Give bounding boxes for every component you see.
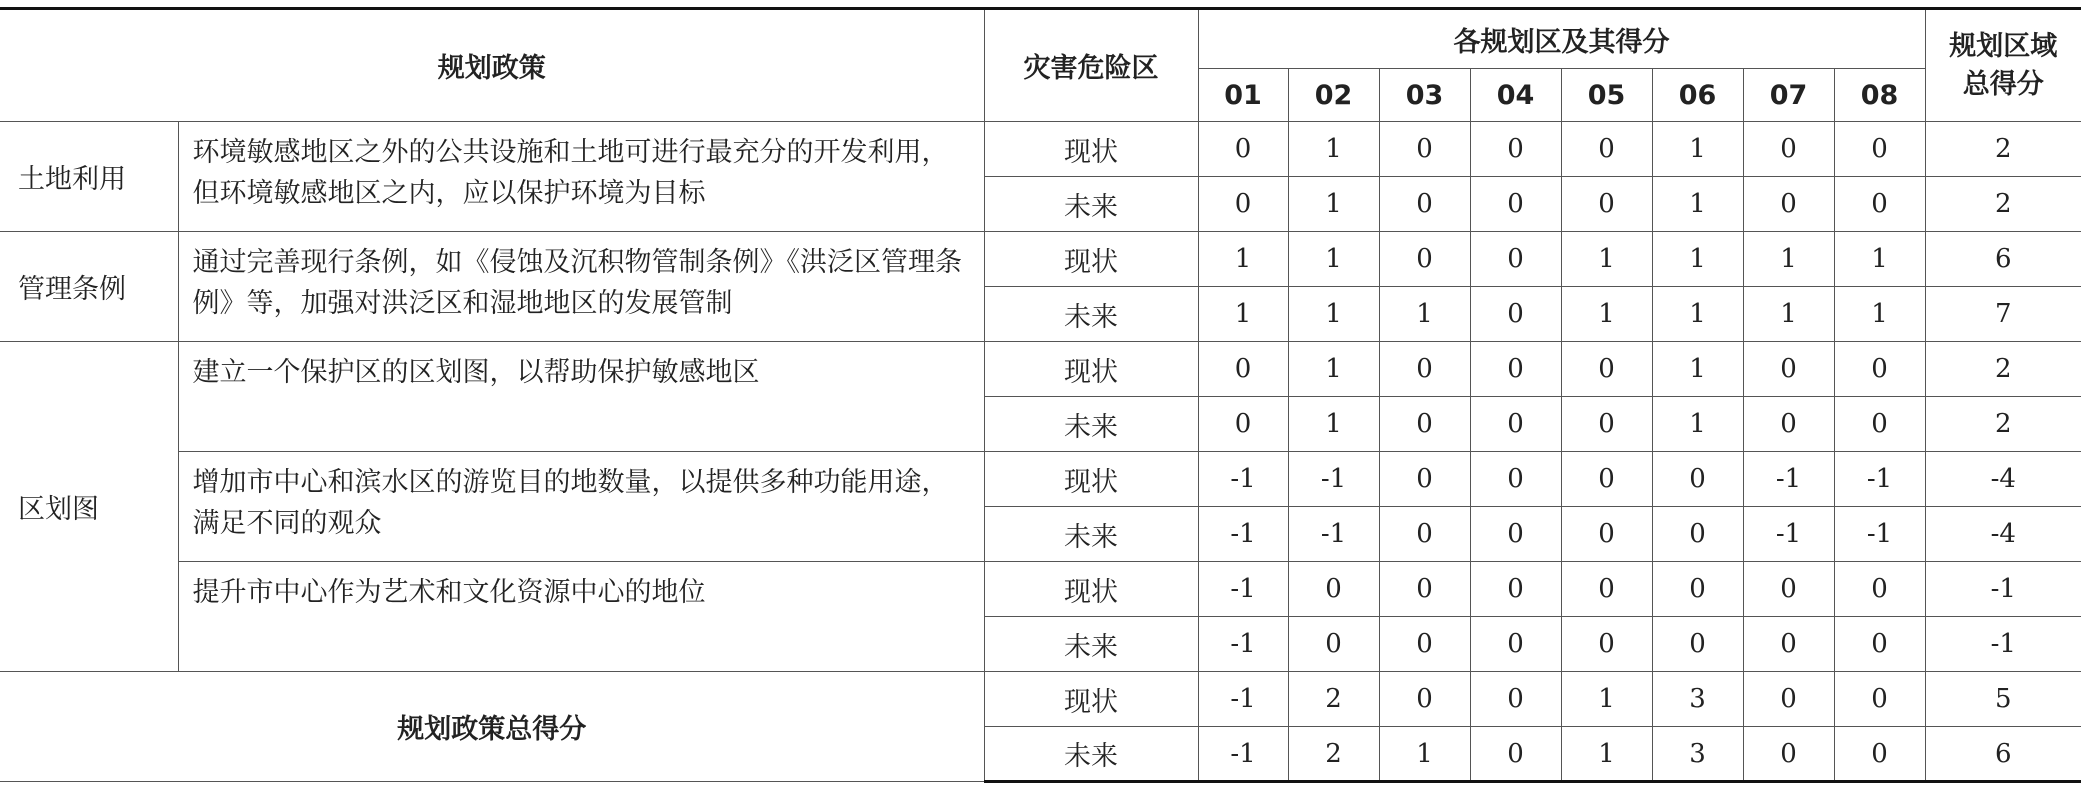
score-cell: 0	[1834, 727, 1925, 782]
score-cell: -1	[1198, 727, 1288, 782]
total-score-cell: 7	[1925, 287, 2081, 342]
score-cell: 1	[1652, 397, 1743, 452]
score-cell: 0	[1379, 507, 1470, 562]
policy-text-cell: 建立一个保护区的区划图，以帮助保护敏感地区	[178, 342, 984, 452]
total-score-cell: -1	[1925, 617, 2081, 672]
score-cell: 0	[1834, 672, 1925, 727]
category-cell: 区划图	[0, 342, 178, 672]
score-cell: 0	[1470, 122, 1561, 177]
score-cell: 0	[1470, 177, 1561, 232]
score-cell: 0	[1743, 562, 1834, 617]
score-cell: 1	[1288, 232, 1379, 287]
score-cell: 1	[1379, 727, 1470, 782]
header-zones-group: 各规划区及其得分	[1198, 9, 1925, 69]
hazard-zone-cell: 现状	[984, 562, 1198, 617]
score-cell: 0	[1743, 122, 1834, 177]
hazard-zone-cell: 现状	[984, 122, 1198, 177]
table-header	[0, 9, 2081, 122]
score-cell: 0	[1652, 617, 1743, 672]
score-cell: 0	[1470, 232, 1561, 287]
score-cell: 0	[1379, 452, 1470, 507]
hazard-zone-cell: 未来	[984, 287, 1198, 342]
score-cell: 0	[1198, 122, 1288, 177]
header-zone-code: 05	[1561, 69, 1652, 122]
score-cell: 0	[1834, 562, 1925, 617]
score-cell: 0	[1743, 342, 1834, 397]
score-cell: 0	[1379, 672, 1470, 727]
total-score-cell: 6	[1925, 727, 2081, 782]
score-cell: 1	[1288, 177, 1379, 232]
header-zone-code: 01	[1198, 69, 1288, 122]
score-cell: 1	[1652, 177, 1743, 232]
total-score-cell: 2	[1925, 397, 2081, 452]
header-total	[1925, 9, 2081, 122]
header-policy: 规划政策	[0, 9, 984, 122]
score-cell: 0	[1198, 342, 1288, 397]
score-cell: 0	[1288, 617, 1379, 672]
score-cell: -1	[1198, 507, 1288, 562]
score-cell: 1	[1198, 232, 1288, 287]
score-cell: 0	[1379, 232, 1470, 287]
policy-text-cell: 通过完善现行条例，如《侵蚀及沉积物管制条例》《洪泛区管理条例》等，加强对洪泛区和湿地地区的发展管制	[178, 232, 984, 342]
score-cell: 0	[1379, 397, 1470, 452]
header-zone-code: 02	[1288, 69, 1379, 122]
score-cell: -1	[1834, 507, 1925, 562]
hazard-zone-cell: 未来	[984, 177, 1198, 232]
header-zone-code: 08	[1834, 69, 1925, 122]
score-cell: 1	[1288, 122, 1379, 177]
table-row	[0, 232, 2081, 287]
summary-row	[0, 672, 2081, 727]
hazard-zone-cell: 未来	[984, 507, 1198, 562]
score-cell: 0	[1834, 177, 1925, 232]
hazard-zone-cell: 现状	[984, 672, 1198, 727]
score-cell: 1	[1652, 232, 1743, 287]
score-cell: 0	[1470, 452, 1561, 507]
score-cell: 0	[1561, 507, 1652, 562]
score-cell: 1	[1561, 727, 1652, 782]
score-cell: 1	[1652, 122, 1743, 177]
score-cell: 0	[1652, 507, 1743, 562]
score-cell: -1	[1743, 452, 1834, 507]
score-cell: 1	[1743, 232, 1834, 287]
hazard-zone-cell: 现状	[984, 452, 1198, 507]
score-cell: 1	[1834, 232, 1925, 287]
score-cell: -1	[1198, 617, 1288, 672]
total-score-cell: -4	[1925, 507, 2081, 562]
score-cell: 0	[1470, 617, 1561, 672]
score-cell: 0	[1470, 287, 1561, 342]
score-cell: 0	[1561, 177, 1652, 232]
policy-score-table	[0, 7, 2081, 783]
score-cell: 1	[1652, 287, 1743, 342]
header-row	[0, 9, 2081, 69]
score-cell: 0	[1198, 397, 1288, 452]
score-cell: -1	[1288, 507, 1379, 562]
total-score-cell: -1	[1925, 562, 2081, 617]
category-cell: 管理条例	[0, 232, 178, 342]
score-cell: 1	[1834, 287, 1925, 342]
score-cell: 1	[1288, 397, 1379, 452]
score-cell: 0	[1743, 672, 1834, 727]
score-cell: -1	[1198, 452, 1288, 507]
score-cell: 0	[1379, 342, 1470, 397]
hazard-zone-cell: 未来	[984, 397, 1198, 452]
score-cell: 3	[1652, 727, 1743, 782]
score-cell: 0	[1561, 397, 1652, 452]
score-cell: 0	[1743, 727, 1834, 782]
score-cell: 0	[1379, 617, 1470, 672]
header-zone-code: 03	[1379, 69, 1470, 122]
total-score-cell: 5	[1925, 672, 2081, 727]
score-cell: 0	[1470, 397, 1561, 452]
score-cell: 2	[1288, 727, 1379, 782]
table-row	[0, 122, 2081, 177]
hazard-zone-cell: 未来	[984, 617, 1198, 672]
score-cell: 0	[1470, 672, 1561, 727]
policy-text-cell: 增加市中心和滨水区的游览目的地数量，以提供多种功能用途，满足不同的观众	[178, 452, 984, 562]
score-cell: 0	[1470, 562, 1561, 617]
score-cell: 0	[1288, 562, 1379, 617]
score-cell: 0	[1834, 397, 1925, 452]
table-body	[0, 122, 2081, 782]
score-cell: 0	[1743, 397, 1834, 452]
score-cell: 1	[1743, 287, 1834, 342]
total-score-cell: 2	[1925, 122, 2081, 177]
category-cell: 土地利用	[0, 122, 178, 232]
score-cell: 0	[1834, 617, 1925, 672]
score-cell: 0	[1561, 452, 1652, 507]
score-cell: 1	[1561, 672, 1652, 727]
score-cell: 0	[1561, 342, 1652, 397]
score-cell: 0	[1652, 562, 1743, 617]
table-row	[0, 342, 2081, 397]
score-cell: -1	[1198, 672, 1288, 727]
table-row	[0, 562, 2081, 617]
header-zone-code: 07	[1743, 69, 1834, 122]
header-total-label: 规划区域总得分	[1949, 30, 2058, 100]
score-cell: -1	[1743, 507, 1834, 562]
score-cell: 3	[1652, 672, 1743, 727]
score-cell: -1	[1198, 562, 1288, 617]
policy-text-cell: 提升市中心作为艺术和文化资源中心的地位	[178, 562, 984, 672]
score-cell: 1	[1288, 342, 1379, 397]
score-cell: 0	[1561, 562, 1652, 617]
score-cell: 1	[1561, 287, 1652, 342]
summary-label-cell: 规划政策总得分	[0, 672, 984, 782]
score-cell: 0	[1834, 122, 1925, 177]
header-zone-code: 04	[1470, 69, 1561, 122]
total-score-cell: 2	[1925, 177, 2081, 232]
score-cell: 0	[1379, 562, 1470, 617]
hazard-zone-cell: 现状	[984, 232, 1198, 287]
score-cell: 0	[1743, 177, 1834, 232]
score-cell: 0	[1743, 617, 1834, 672]
score-cell: 0	[1470, 342, 1561, 397]
total-score-cell: 2	[1925, 342, 2081, 397]
score-cell: 0	[1198, 177, 1288, 232]
score-cell: 0	[1379, 122, 1470, 177]
score-cell: 1	[1379, 287, 1470, 342]
total-score-cell: -4	[1925, 452, 2081, 507]
score-cell: 0	[1470, 727, 1561, 782]
table-row	[0, 452, 2081, 507]
score-cell: 1	[1198, 287, 1288, 342]
hazard-zone-cell: 现状	[984, 342, 1198, 397]
policy-text-cell: 环境敏感地区之外的公共设施和土地可进行最充分的开发利用，但环境敏感地区之内，应以保护环境为目标	[178, 122, 984, 232]
score-cell: -1	[1288, 452, 1379, 507]
score-cell: -1	[1834, 452, 1925, 507]
score-cell: 0	[1834, 342, 1925, 397]
score-cell: 0	[1652, 452, 1743, 507]
score-cell: 0	[1470, 507, 1561, 562]
score-cell: 0	[1561, 617, 1652, 672]
total-score-cell: 6	[1925, 232, 2081, 287]
header-zone-code: 06	[1652, 69, 1743, 122]
score-cell: 0	[1561, 122, 1652, 177]
score-cell: 2	[1288, 672, 1379, 727]
score-cell: 0	[1379, 177, 1470, 232]
header-hazard-zone: 灾害危险区	[984, 9, 1198, 122]
score-cell: 1	[1652, 342, 1743, 397]
score-cell: 1	[1288, 287, 1379, 342]
hazard-zone-cell: 未来	[984, 727, 1198, 782]
score-cell: 1	[1561, 232, 1652, 287]
